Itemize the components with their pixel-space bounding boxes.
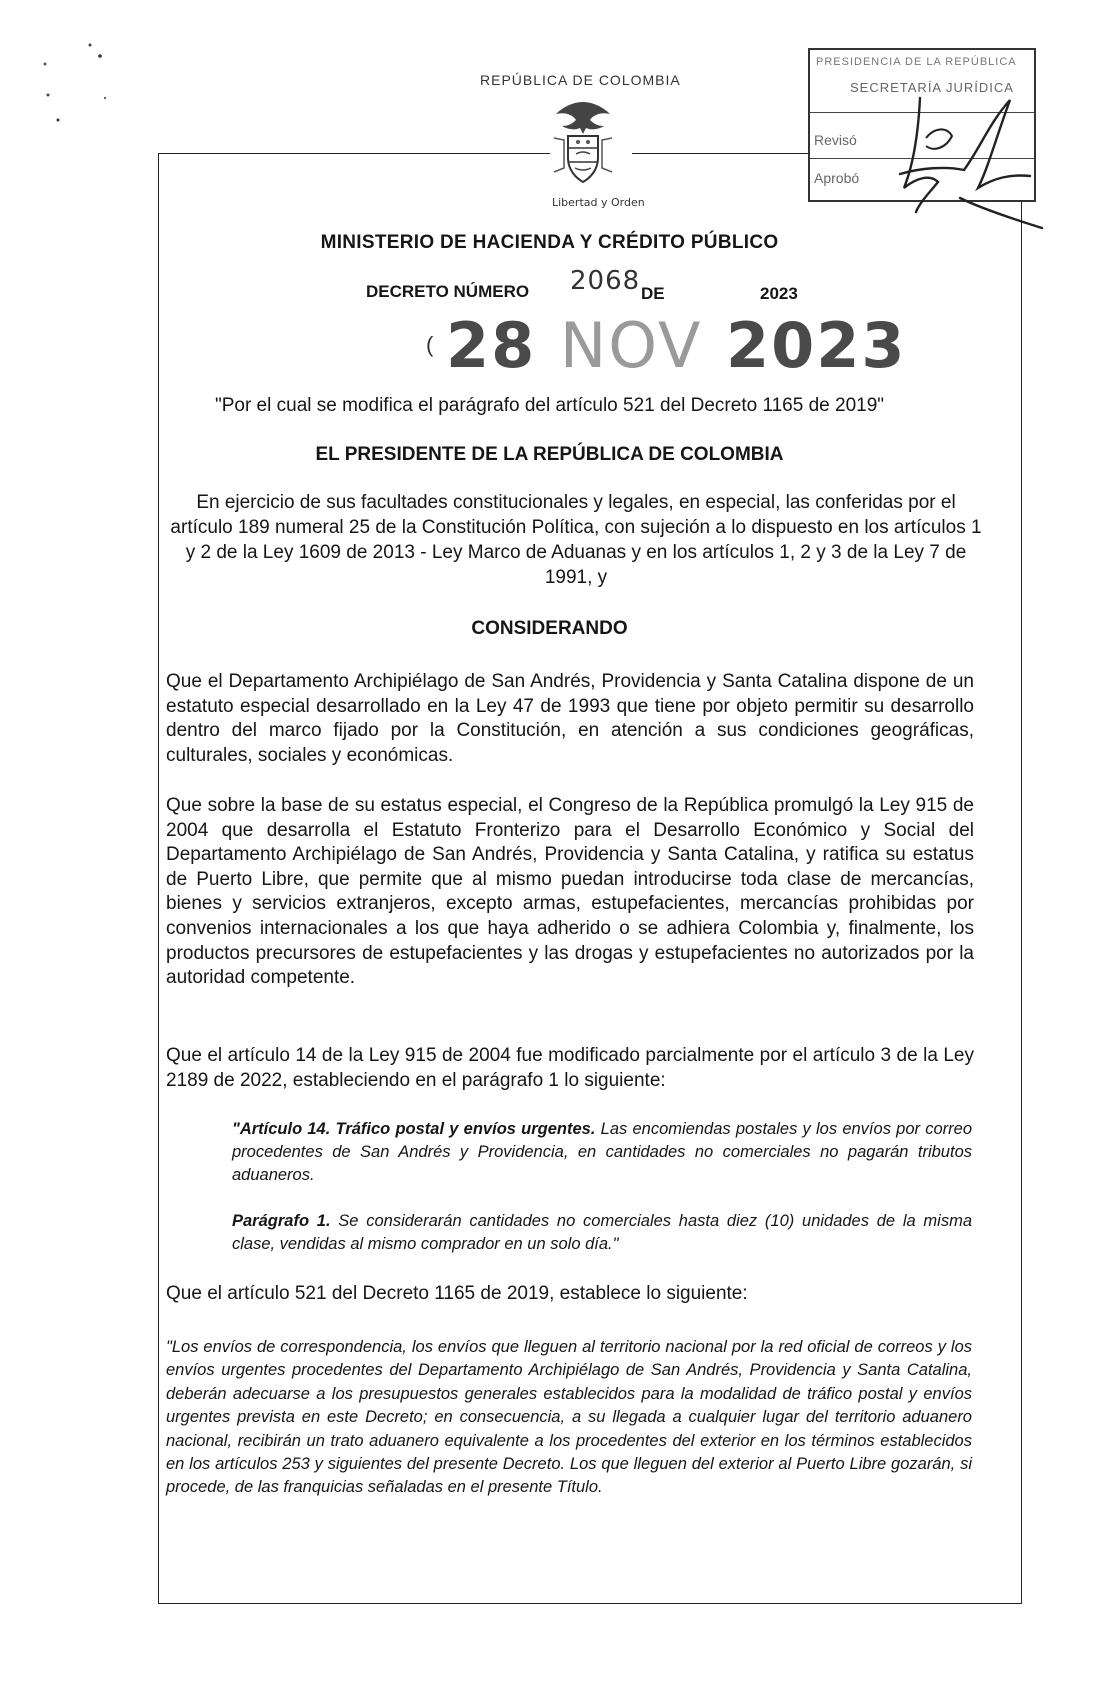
president-heading: EL PRESIDENTE DE LA REPÚBLICA DE COLOMBIA	[315, 444, 784, 465]
stamp-reviso: Revisó	[814, 132, 857, 148]
quote-paragrafo-1-body: Se considerarán cantidades no comerciales hasta diez (10) unidades de la misma clase, vendidas al mismo comprador en un solo día."	[232, 1212, 973, 1253]
ministry-title: MINISTERIO DE HACIENDA Y CRÉDITO PÚBLICO	[320, 232, 779, 253]
republica-label: REPÚBLICA DE COLOMBIA	[480, 72, 681, 88]
date-stamp	[446, 309, 907, 382]
quote-paragrafo-1-lead: Parágrafo 1.	[232, 1212, 331, 1230]
quote-paragrafo-1	[232, 1210, 972, 1256]
considerando-heading: CONSIDERANDO	[471, 618, 628, 639]
considerando-paragraph: Que el artículo 14 de la Ley 915 de 2004 fue modificado parcialmente por el artículo 3 de la Ley 2189 de 2022, estableciendo en el parágrafo 1 lo siguiente:	[166, 1045, 974, 1091]
decreto-number: 2068	[570, 266, 641, 296]
considerando-paragraph: Que el artículo 521 del Decreto 1165 de 2019, establece lo siguiente:	[166, 1283, 748, 1304]
decreto-label: DECRETO NÚMERO	[366, 282, 530, 301]
quote-article-14	[232, 1118, 972, 1187]
frame-top-border-right	[632, 153, 812, 154]
stamp-aprobo: Aprobó	[814, 170, 860, 186]
date-paren: (	[426, 332, 434, 357]
considerando-paragraph: Que el Departamento Archipiélago de San Andrés, Providencia y Santa Catalina dispone de un estatuto especial desarrollado en la Ley 47 de 1993 que tiene por objeto permitir su desarrollo dentro del marco fijado por la Constitución, en atención a sus condiciones geográficas, culturales, sociales y económicas.	[166, 671, 974, 766]
considerando-paragraph: Que sobre la base de su estatus especial, el Congreso de la República promulgó la Ley 915 de 2004 que desarrolla el Estatuto Fronterizo para el Desarrollo Económico y Social del Departamento Archipiélago de San Andrés, Providencia y Santa Catalina, y ratifica su estatus de Puerto Libre, que permite que al mismo puedan introducirse toda clase de mercancías, bienes y servicios extranjeros, excepto armas, estupefacientes, mercancías prohibidas por convenios internacionales a los que haya adherido o se adhiera Colombia y, finalmente, los productos precursores de estupefacientes y las drogas y estupefacientes no autorizados por la autoridad competente.	[166, 795, 974, 989]
stamp-presidencia: PRESIDENCIA DE LA REPÚBLICA	[816, 56, 1017, 68]
intro-paragraph: En ejercicio de sus facultades constitucionales y legales, en especial, las conferidas por el artículo 189 numeral 25 de la Constitución Política, con sujeción a lo dispuesto en los artículos 1 y 2 de la Ley 1609 de 2013 - Ley Marco de Aduanas y en los artículos 1, 2 y 3 de la Ley 7 de 1991, y	[170, 492, 982, 588]
date-stamp-year: 2023	[725, 309, 907, 382]
frame-top-border-left	[158, 153, 550, 154]
decreto-year: 2023	[760, 284, 798, 303]
date-stamp-month: NOV	[559, 309, 703, 382]
scan-specks	[30, 40, 130, 140]
coat-of-arms-icon	[542, 98, 624, 190]
quote-article-14-lead: "Artículo 14. Tráfico postal y envíos urgentes.	[232, 1120, 596, 1138]
de-label: DE	[641, 284, 665, 303]
handwritten-signature	[860, 78, 1050, 238]
quote-article-521: "Los envíos de correspondencia, los envíos que lleguen al territorio nacional por la red oficial de correos y los envíos urgentes procedentes del Departamento Archipiélago de San Andrés, Providencia y Santa Catalina, deberán adecuarse a los presupuestos generales establecidos para la modalidad de tráfico postal y envíos urgentes prevista en este Decreto; en consecuencia, a su llegada a cualquier lugar del territorio aduanero nacional, recibirán un trato aduanero equivalente a los procedentes del exterior en los términos establecidos en los artículos 253 y siguientes del presente Decreto. Los que lleguen del exterior al Puerto Libre gozarán, si procede, de las franquicias señaladas en el presente Título.	[166, 1338, 972, 1497]
decree-subtitle: "Por el cual se modifica el parágrafo del artículo 521 del Decreto 1165 de 2019"	[214, 395, 885, 416]
quote-article-14-body: Las encomiendas postales y los envíos por correo procedentes de San Andrés y Providencia, en cantidades no comerciales no pagarán tributos aduaneros.	[232, 1120, 973, 1184]
stamp-secretaria: SECRETARÍA JURÍDICA	[850, 80, 1014, 95]
motto-text: Libertad y Orden	[552, 196, 645, 209]
date-stamp-day: 28	[446, 309, 537, 382]
